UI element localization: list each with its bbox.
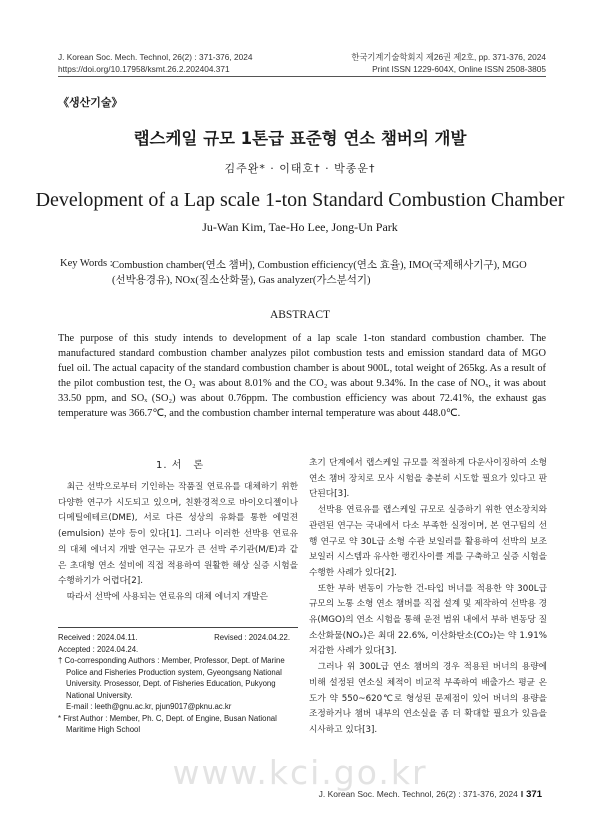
keywords-line-1: Combustion chamber(연소 챔버), Combustion efficiency(연소 효율), IMO(국제해사기구), MGO — [112, 260, 527, 271]
intro-paragraph-4: 선박용 연료유를 랩스케일 규모로 실증하기 위한 연소장치와 관련된 연구는 국내에서 다소 부족한 실정이며, 본 연구팀의 선행 연구로 약 30L급 소형 수관 보일러를 활용하여 선박의 보조 보일러 시스템과 유사한 랭킨사이클 계를 구축하고 실증 시험을 수행한 사례가 있다[2]. — [309, 505, 547, 578]
intro-paragraph-3: 초기 단계에서 랩스케일 규모를 적절하게 다운사이징하여 소형 연소 챔버 장치로 모사 시험을 충분히 시도할 필요가 있다고 판단된다[3]. — [309, 458, 547, 500]
first-author-line-1: * First Author : Member, Ph. C, Dept. of Engine, Busan National — [58, 713, 277, 723]
first-author-line-2: Maritime High School — [66, 725, 141, 734]
left-column — [58, 480, 298, 606]
section-heading-introduction: 1. 서 론 — [155, 460, 205, 471]
authors-english: Ju-Wan Kim, Tae-Ho Lee, Jong-Un Park — [202, 220, 398, 234]
category-label: 《생산기술》 — [58, 96, 123, 109]
corresponding-author-line-3: University. Prosessor, Dept. of Fisheries Education, Pukyong — [66, 679, 276, 688]
footnotes — [58, 632, 298, 736]
header-journal-en: J. Korean Soc. Mech. Technol, 26(2) : 371-376, 2024 — [58, 52, 253, 62]
intro-paragraph-6: 그러나 위 300L급 연소 챔버의 경우 적용된 버너의 용량에 비해 설정된 연소실 체적이 비교적 부족하여 배출가스 평균 온도가 약 550~620℃로 형성된 문제점이 있어 버너의 용량을 조정하거나 챔버 내부의 연소실을 좀 더 확대할 필요가 있음을 시사하고 있다[3]. — [309, 662, 547, 735]
kci-watermark: www.kci.go.kr — [172, 753, 428, 792]
header-issn: Print ISSN 1229-604X, Online ISSN 2508-3805 — [372, 64, 546, 74]
header-divider — [58, 76, 546, 77]
page-number: 371 — [526, 789, 542, 800]
accepted-date: Accepted : 2024.04.24. — [58, 644, 139, 654]
corresponding-author-line-1: † Co-corresponding Authors : Member, Professor, Dept. of Marine — [58, 656, 285, 665]
footnote-divider — [58, 627, 298, 628]
title-english: Development of a Lap scale 1-ton Standard Combustion Chamber — [35, 189, 565, 211]
intro-paragraph-2: 따라서 선박에 사용되는 연료유의 대체 에너지 개발은 — [66, 591, 268, 602]
keywords-line-2: (선박용경유), NOx(질소산화물), Gas analyzer(가스분석기) — [112, 275, 371, 286]
intro-paragraph-5: 또한 부하 변동이 가능한 건-타입 버너를 적용한 약 300L급 규모의 노통 소형 연소 챔버를 직접 설계 및 제작하여 선박용 경유(MGO)의 연소 시험을 통해 운전 범위 내에서 부하 변동당 질소산화물(NOₓ)은 최대 22.6%, 이산화탄소(CO₂)는 약 1.91% 저감한 사례가 있다[3]. — [309, 583, 547, 657]
page-footer — [319, 789, 542, 800]
intro-paragraph-1: 최근 선박으로부터 기인하는 작품질 연료유를 대체하기 위한 다양한 연구가 시도되고 있으며, 친환경적으로 바이오디젤이나 디메틸에테르(DME), 서로 다른 성상의 유화를 통한 에멀젼(emulsion) 분야 등이 있다[1]. 그러나 이러한 선박용 연료유의 대체 에너지 개발 연구는 규모가 큰 선박 주기관(M/E)과 같은 초대형 연소 설비에 직접 적용하여 원활한 해상 실증 시험을 수행하기가 어렵다[2]. — [58, 482, 298, 587]
header-journal-ko: 한국기계기술학회지 제26권 제2호, pp. 371-376, 2024 — [351, 52, 546, 62]
title-korean: 랩스케일 규모 1톤급 표준형 연소 챔버의 개발 — [133, 129, 467, 148]
corresponding-author-line-2: Police and Fisheries Production system, Gyeongsang National — [66, 667, 282, 677]
authors-korean: 김주완* · 이태호† · 박종운† — [224, 162, 376, 175]
revised-date: Revised : 2024.04.22. — [214, 633, 290, 642]
right-column — [309, 456, 547, 739]
footer-citation: J. Korean Soc. Mech. Technol, 26(2) : 371-376, 2024 ‖ — [318, 789, 524, 799]
author-email[interactable]: E-mail : leeth@gnu.ac.kr, pjun9017@pknu.ac.kr — [66, 702, 232, 711]
abstract-text: The purpose of this study intends to development of a lap scale 1-ton standard combustion chamber. The manufactured standard combustion chamber analyzes pilot combustion tests and emission standard data of MGO fuel oil. The actual capacity of the standard combustion chamber is about 900L, total weight of 265kg. As a result of the pilot combustion test, the O₂ was about 8.01% and the CO₂ was about 9.34%. In the case of NOₓ, it was about 33.50 ppm, and SOₓ (SO₂) was about 0.76ppm. The combustion efficiency was about 72.41%, the exhaust gas temperature was 366.7℃, and the combustion chamber internal temperature was about 448.0℃. — [58, 333, 546, 419]
abstract-heading: ABSTRACT — [269, 309, 331, 321]
header-doi[interactable]: https://doi.org/10.17958/ksmt.26.2.202404.371 — [58, 64, 230, 74]
corresponding-author-line-4: National University. — [66, 690, 133, 700]
keywords-text — [112, 258, 552, 288]
received-date: Received : 2024.04.11. — [58, 633, 138, 642]
keywords-label: Key Words : — [60, 258, 113, 269]
